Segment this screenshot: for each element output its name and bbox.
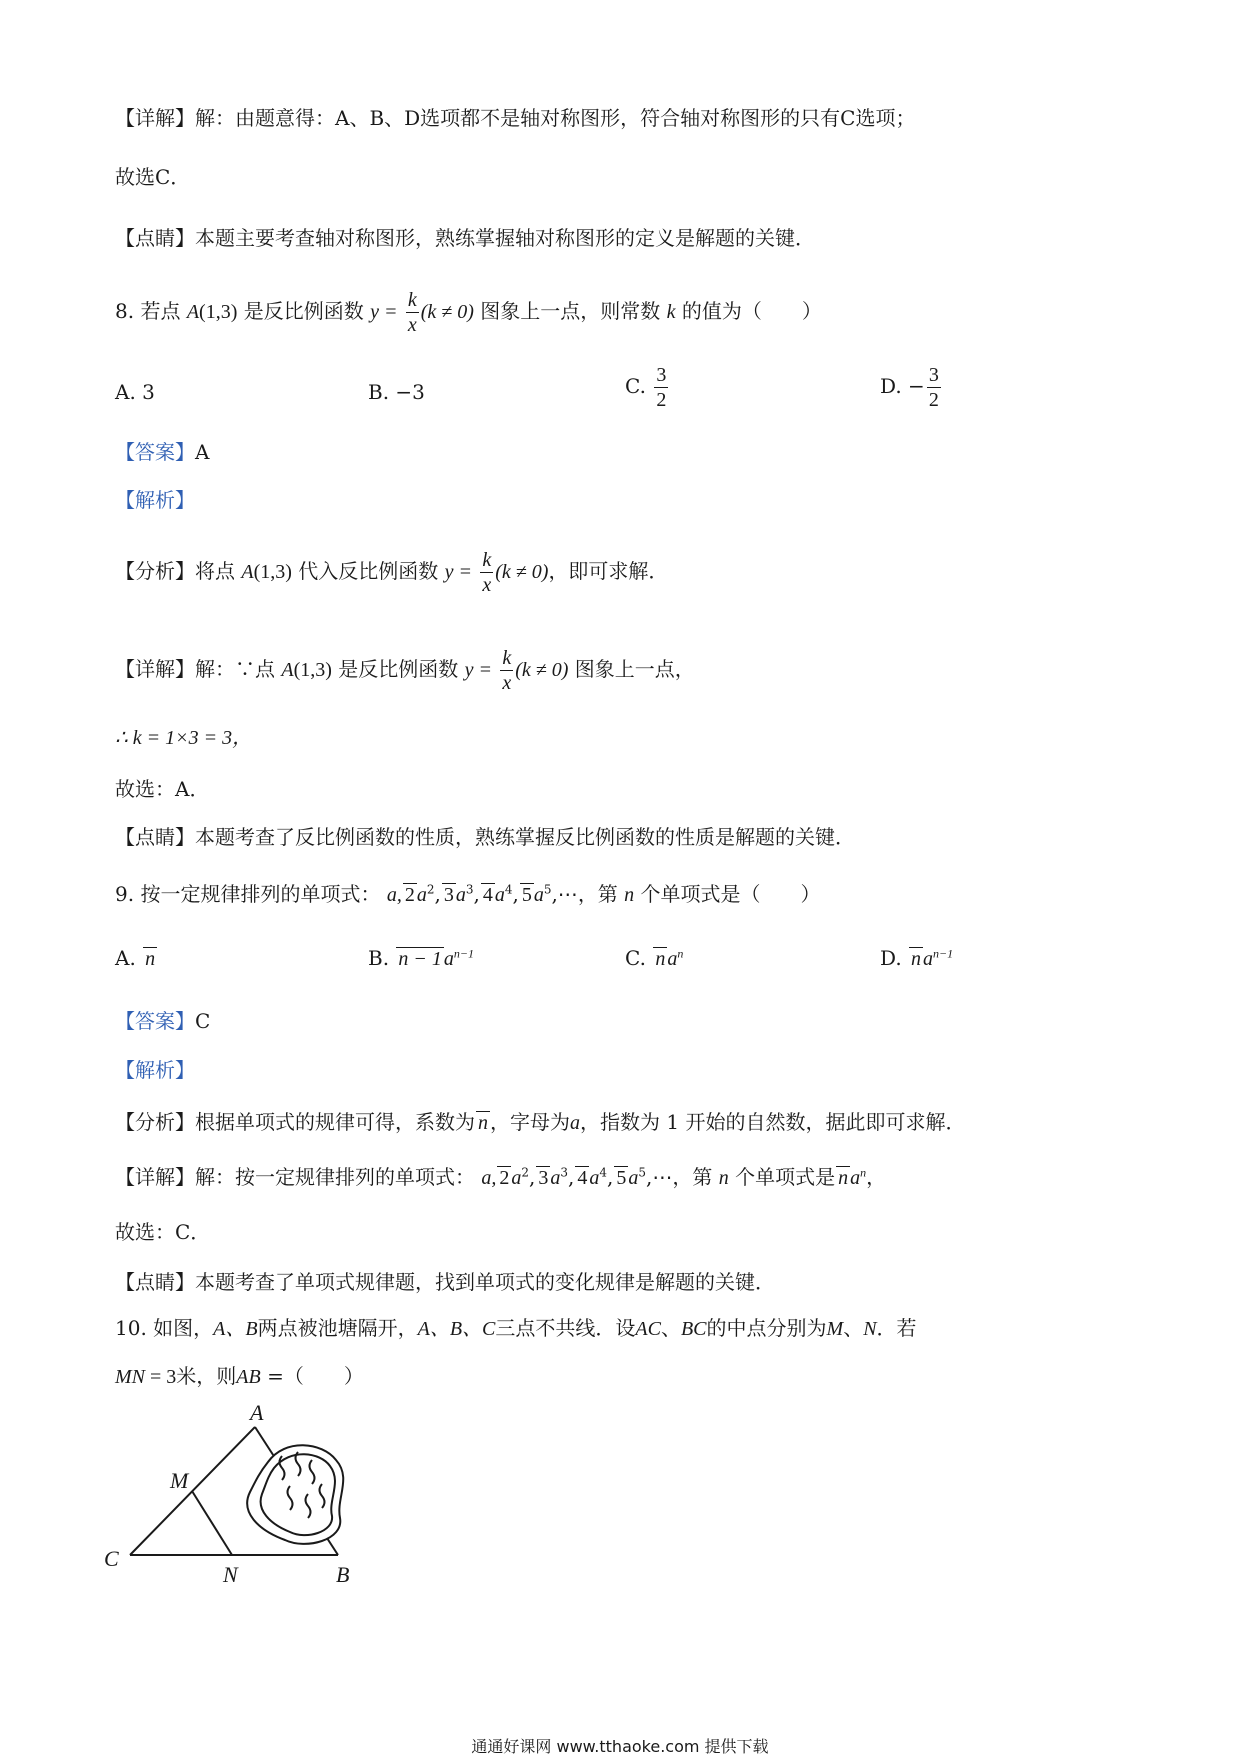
q9-option-a: A. n [115, 946, 156, 970]
q8-detail-fraction: $\frac{k}{x}$ [502, 647, 512, 694]
q8-stem [115, 290, 822, 335]
q8-coords: (1,3) [199, 301, 238, 323]
q8-cond: (k ≠ 0) [420, 301, 474, 323]
label-c: C [104, 1546, 119, 1571]
q9-stem: 9. 按一定规律排列的单项式： a, 2 $a^2$, 3 $a^3$, 4 $a^4$, 5 $a^5,\cdots$，第 n 个单项式是（ ） [115, 882, 821, 906]
q8-text2: 图象上一点，则常数 [480, 299, 661, 323]
q8-point: A [186, 301, 200, 323]
q10-stem-line2: MN = 3米，则AB =（ ） [115, 1364, 364, 1388]
q8-y-eq: y = [370, 301, 398, 323]
q9-choose: 故选：C． [115, 1220, 211, 1244]
q9-comment: 【点睛】本题考查了单项式规律题，找到单项式的变化规律是解题的关键． [115, 1270, 775, 1294]
q9-option-b: B. n − 1 $a^{n-1}$ [368, 946, 475, 970]
q8-answer [115, 442, 209, 462]
q9-option-d: D. n $a^{n-1}$ [880, 946, 954, 970]
q8-text1: 是反比例函数 [243, 299, 364, 323]
q7-choose: 故选C． [115, 165, 191, 189]
q8-detail: 【详解】解：∵点 A(1,3) 是反比例函数 y = $\frac{k}{x}$ (k ≠ 0) 图象上一点， [115, 647, 695, 694]
q8-choose: 故选：A． [115, 777, 210, 801]
q10-stem-line1: 10. 如图，A、B两点被池塘隔开，A、B、C三点不共线．设AC、BC的中点分别为M、N．若 [115, 1316, 917, 1340]
q8-option-b: B. −3 [368, 380, 425, 404]
q8-option-d-fraction: $\frac{3}{2}$ [928, 364, 939, 411]
q9-option-c: C. n $a^n$ [625, 946, 684, 970]
page-footer: 通通好课网 www.tthaoke.com 提供下载 [471, 1737, 769, 1756]
q8-option-a: A. 3 [115, 380, 155, 404]
q9-analyze: 【分析】根据单项式的规律可得，系数为 n ，字母为a，指数为 1 开始的自然数，据此即可求解． [115, 1110, 966, 1134]
q8-text3: 的值为（ ） [681, 299, 822, 323]
q8-fraction: $\frac{k}{x}$ [407, 289, 417, 336]
q9-analysis-label: 【解析】 [115, 1058, 195, 1082]
q7-detail: 【详解】解：由题意得：A、B、D选项都不是轴对称图形，符合轴对称图形的只有C选项； [115, 106, 916, 130]
q8-comment: 【点睛】本题考查了反比例函数的性质，熟练掌握反比例函数的性质是解题的关键． [115, 825, 855, 849]
label-n: N [223, 1562, 238, 1587]
q8-number: 8. 若点 [115, 299, 181, 323]
q8-analysis-label: 【解析】 [115, 488, 195, 512]
label-m: M [170, 1468, 189, 1493]
q7-comment: 【点睛】本题主要考查轴对称图形，熟练掌握轴对称图形的定义是解题的关键． [115, 226, 815, 250]
label-a: A [250, 1400, 264, 1425]
q10-figure [100, 1400, 360, 1590]
q8-k: k [666, 301, 676, 323]
q8-answer-value: A [195, 440, 210, 464]
q9-answer: 【答案】C [115, 1009, 211, 1033]
q8-analyze: 【分析】将点 A(1,3) 代入反比例函数 y = $\frac{k}{x}$ (k ≠ 0)，即可求解． [115, 549, 669, 596]
q8-answer-label: 【答案】 [115, 440, 195, 464]
q8-option-c: C. $\frac{3}{2}$ [625, 364, 667, 411]
label-b: B [336, 1562, 350, 1587]
q8-analyze-fraction: $\frac{k}{x}$ [482, 549, 492, 596]
q8-option-c-fraction: $\frac{3}{2}$ [656, 364, 667, 411]
q8-therefore: ∴ k = 1×3 = 3， [115, 727, 253, 749]
segment-mn [192, 1491, 232, 1555]
q8-option-d: D. − $\frac{3}{2}$ [880, 364, 939, 411]
q9-detail: 【详解】解：按一定规律排列的单项式： a, 2 $a^2$, 3 $a^3$, 4 $a^4$, 5 $a^5,\cdots$，第 n 个单项式是 n $a^n$， [115, 1165, 887, 1189]
